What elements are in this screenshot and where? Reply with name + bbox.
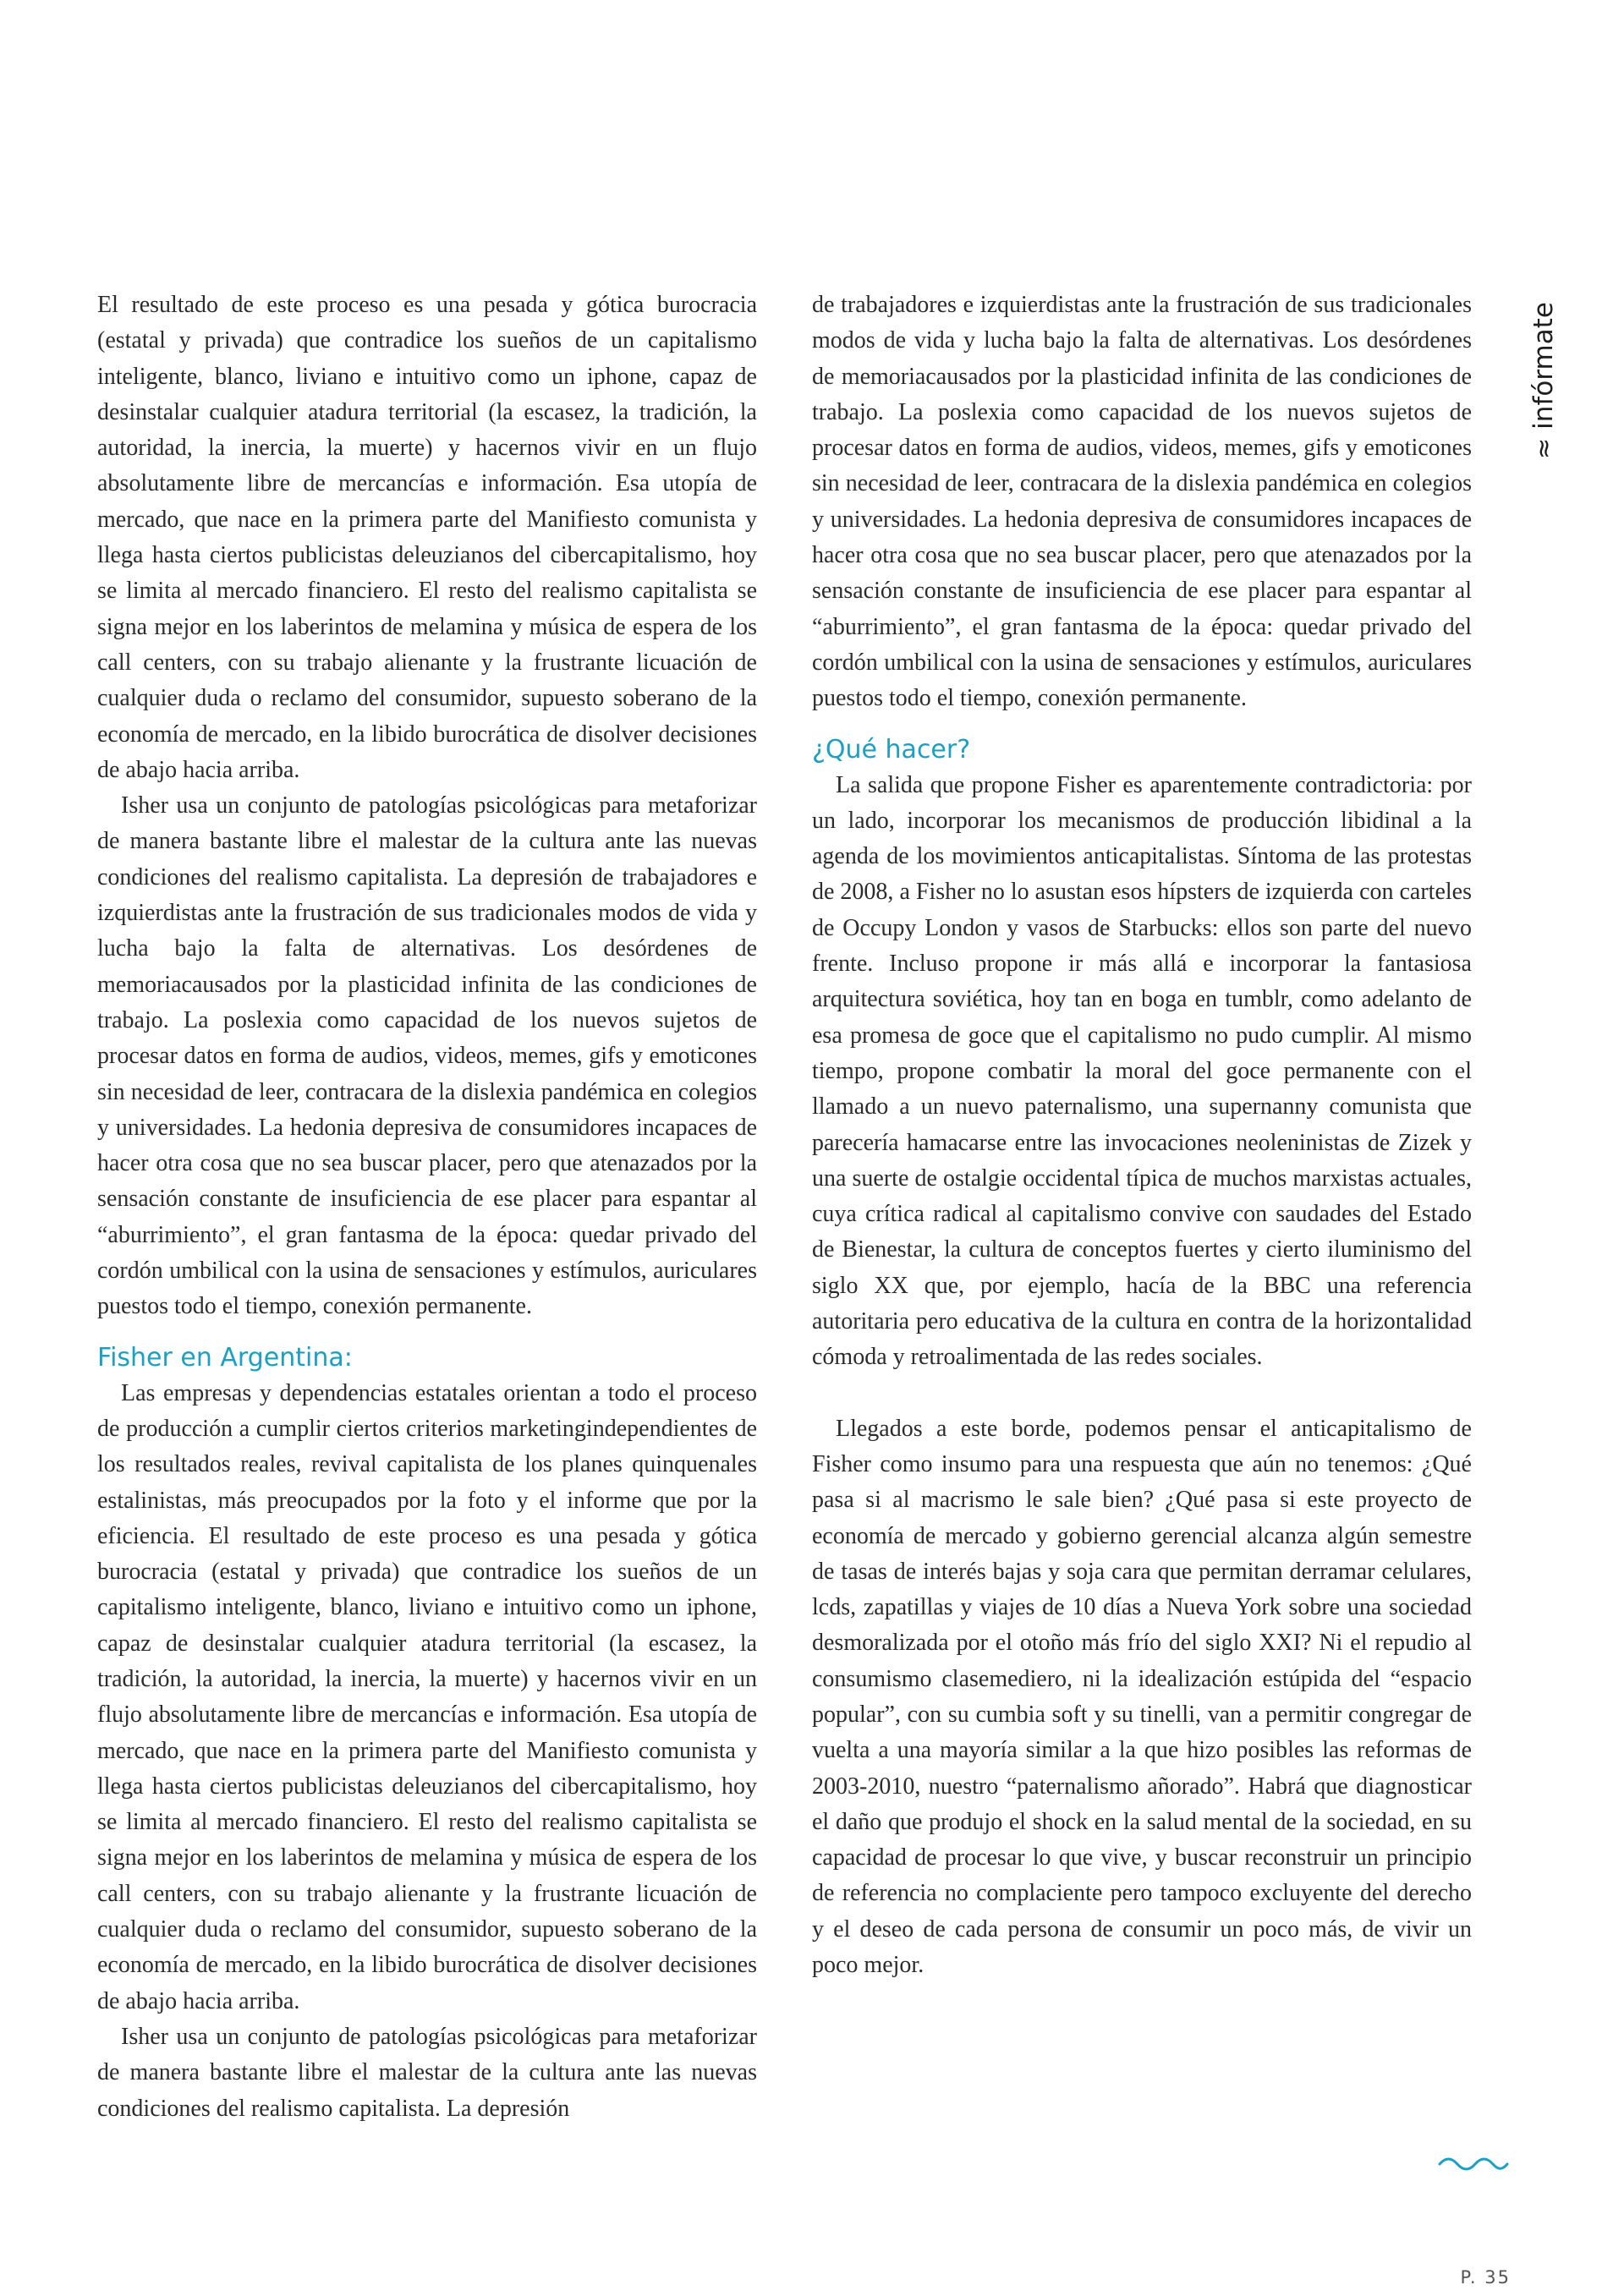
section-label: infórmate bbox=[1528, 302, 1559, 430]
page-number: P. 35 bbox=[1460, 2267, 1511, 2288]
section-tag bbox=[1527, 288, 1561, 482]
left-paragraph-2: Isher usa un conjunto de patologías psicológicas para metaforizar de manera bastante libre el malestar de la cultura ante las nuevas condiciones del realismo capitalista. La depresión de trabajadores e izquierdistas ante la frustración de sus tradicionales modos de vida y lucha bajo la falta de alternativas. Los desórdenes de memoriacausados por la plasticidad infinita de las condiciones de trabajo. La poslexia como capacidad de los nuevos sujetos de procesar datos en forma de audios, videos, memes, gifs y emoticones sin necesidad de leer, contracara de la dislexia pandémica en colegios y universidades. La hedonia depresiva de consumidores incapaces de hacer otra cosa que no sea buscar placer, pero que atenazados por la sensación constante de insuficiencia de ese placer para espantar al “aburrimiento”, el gran fantasma de la época: quedar privado del cordón umbilical con la usina de sensaciones y estímulos, auriculares puestos todo el tiempo, conexión permanente. bbox=[97, 792, 757, 1320]
right-paragraph-3: Llegados a este borde, podemos pensar el anticapitalismo de Fisher como insumo para una respuesta que aún no tenemos: ¿Qué pasa si al macrismo le sale bien? ¿Qué pasa si este proyecto de economía de mercado y gobierno gerencial alcanza algún semestre de tasas de interés bajas y soja cara que permitan derramar celulares, lcds, zapatillas y viajes de 10 días a Nueva York sobre una sociedad desmoralizada por el otoño más frío del siglo XXI? Ni el repudio al consumismo clasemediero, ni la idealización estúpida del “espacio popular”, con su cumbia soft y su tinelli, van a permitir congregar de vuelta a una mayoría similar a la que hizo posibles las reformas de 2003-2010, nuestro “paternalismo añorado”. Habrá que diagnosticar el daño que produjo el shock en la salud mental de la sociedad, en su capacidad de procesar lo que vive, y buscar reconstruir un principio de referencia no complaciente pero tampoco excluyente del derecho y el deseo de cada persona de consumir un poco más, de vivir un poco mejor. bbox=[812, 1415, 1472, 1979]
section-tag-rotated bbox=[1528, 302, 1559, 459]
right-column bbox=[812, 288, 1472, 1983]
heading-fisher-en-argentina: Fisher en Argentina: bbox=[97, 1342, 353, 1373]
approx-icon: ≈ bbox=[1528, 437, 1559, 459]
left-paragraph-1: El resultado de este proceso es una pesada y gótica burocracia (estatal y privada) que contradice los sueños de un capitalismo inteligente, blanco, liviano e intuitivo como un iphone, capaz de desinstalar cualquier atadura territorial (la escasez, la tradición, la autoridad, la inercia, la muerte) y hacernos vivir en un flujo absolutamente libre de mercancías e información. Esa utopía de mercado, que nace en la primera parte del Manifiesto comunista y llega hasta ciertos publicistas deleuzianos del cibercapitalismo, hoy se limita al mercado financiero. El resto del realismo capitalista se signa mejor en los laberintos de melamina y música de espera de los call centers, con su trabajo alienante y la frustrante licuación de cualquier duda o reclamo del consumidor, supuesto soberano de la economía de mercado, en la libido burocrática de disolver decisiones de abajo hacia arriba. bbox=[97, 292, 757, 783]
wave-icon bbox=[1438, 2155, 1509, 2173]
heading-que-hacer: ¿Qué hacer? bbox=[812, 734, 971, 764]
left-paragraph-3: Las empresas y dependencias estatales orientan a todo el proceso de producción a cumplir ciertos criterios marketingindependientes de los resultados reales, revival capitalista de los planes quinquenales estalinistas, más preocupados por la foto y el informe que por la eficiencia. El resultado de este proceso es una pesada y gótica burocracia (estatal y privada) que contradice los sueños de un capitalismo inteligente, blanco, liviano e intuitivo como un iphone, capaz de desinstalar cualquier atadura territorial (la escasez, la tradición, la autoridad, la inercia, la muerte) y hacernos vivir en un flujo absolutamente libre de mercancías e información. Esa utopía de mercado, que nace en la primera parte del Manifiesto comunista y llega hasta ciertos publicistas deleuzianos del cibercapitalismo, hoy se limita al mercado financiero. El resto del realismo capitalista se signa mejor en los laberintos de melamina y música de espera de los call centers, con su trabajo alienante y la frustrante licuación de cualquier duda o reclamo del consumidor, supuesto soberano de la economía de mercado, en la libido burocrática de disolver decisiones de abajo hacia arriba. bbox=[97, 1379, 757, 2014]
right-paragraph-2: La salida que propone Fisher es aparentemente contradictoria: por un lado, incorporar los mecanismos de producción libidinal a la agenda de los movimientos anticapitalistas. Síntoma de las protestas de 2008, a Fisher no lo asustan esos hípsters de izquierda con carteles de Occupy London y vasos de Starbucks: ellos son parte del nuevo frente. Incluso propone ir más allá e incorporar la fantasiosa arquitectura soviética, hoy tan en boga en tumblr, como adelanto de esa promesa de goce que el capitalismo no pudo cumplir. Al mismo tiempo, propone combatir la moral del goce permanente con el llamado a un nuevo paternalismo, una supernanny comunista que parecería hamacarse entre las invocaciones neoleninistas de Zizek y una suerte de ostalgie occidental típica de muchos marxistas actuales, cuya crítica radical al capitalismo convive con saudades del Estado de Bienestar, la cultura de conceptos fuertes y cierto iluminismo del siglo XX que, por ejemplo, hacía de la BBC una referencia autoritaria pero educativa de la cultura en contra de la horizontalidad cómoda y retroalimentada de las redes sociales. bbox=[812, 771, 1472, 1371]
right-paragraph-1: de trabajadores e izquierdistas ante la frustración de sus tradicionales modos de vida y lucha bajo la falta de alternativas. Los desórdenes de memoriacausados por la plasticidad infinita de las condiciones de trabajo. La poslexia como capacidad de los nuevos sujetos de procesar datos en forma de audios, videos, memes, gifs y emoticones sin necesidad de leer, contracara de la dislexia pandémica en colegios y universidades. La hedonia depresiva de consumidores incapaces de hacer otra cosa que no sea buscar placer, pero que atenazados por la sensación constante de insuficiencia de ese placer para espantar al “aburrimiento”, el gran fantasma de la época: quedar privado del cordón umbilical con la usina de sensaciones y estímulos, auriculares puestos todo el tiempo, conexión permanente. bbox=[812, 292, 1472, 712]
left-paragraph-4: Isher usa un conjunto de patologías psicológicas para metaforizar de manera bastante libre el malestar de la cultura ante las nuevas condiciones del realismo capitalista. La depresión bbox=[97, 2023, 757, 2122]
left-column bbox=[97, 288, 757, 2127]
paragraph-spacer bbox=[812, 1376, 1472, 1411]
